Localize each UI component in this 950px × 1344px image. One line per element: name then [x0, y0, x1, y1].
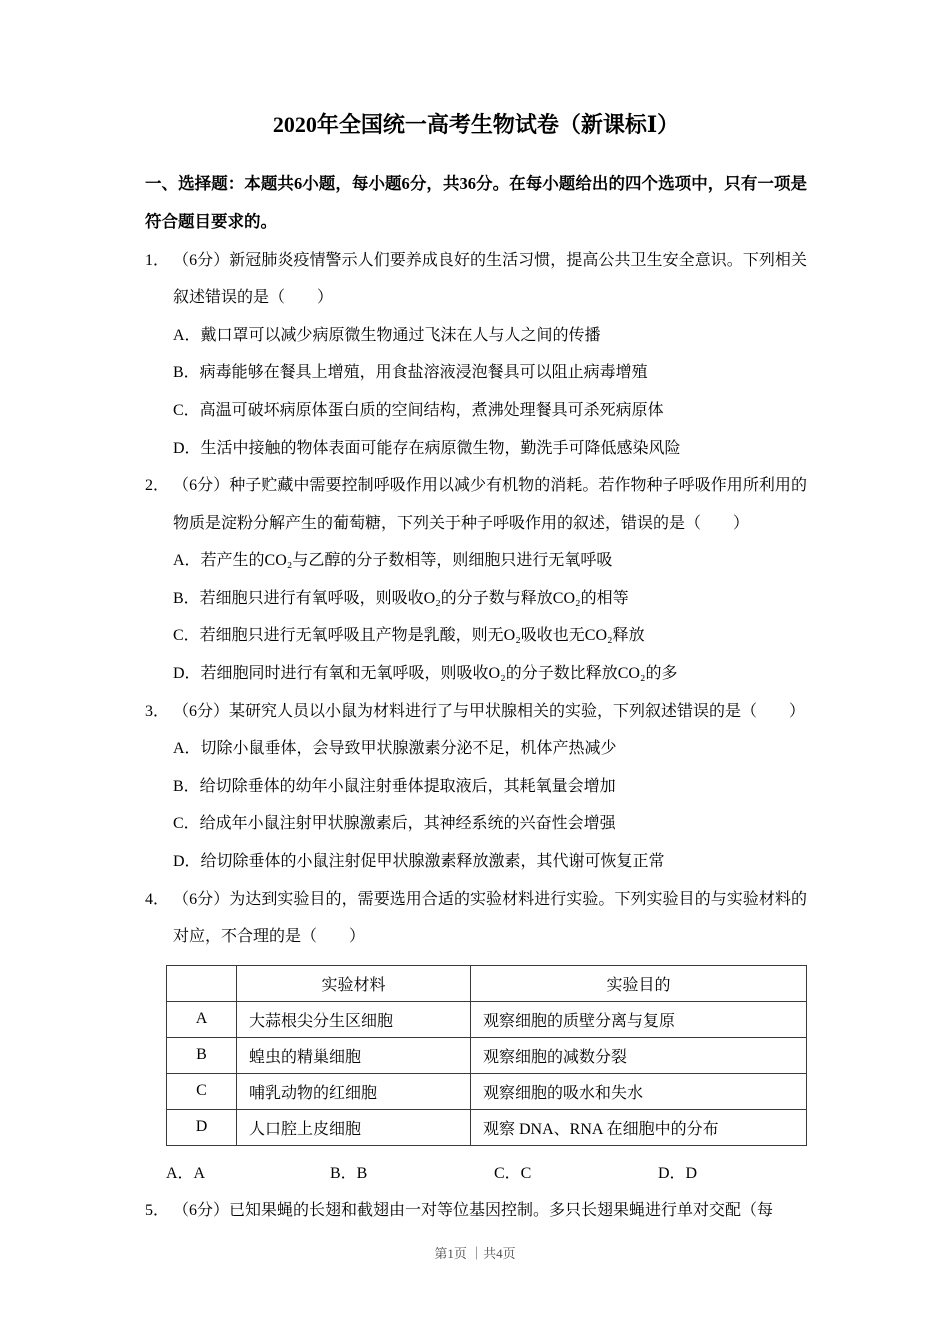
table-cell: 大蒜根尖分生区细胞: [237, 1001, 471, 1037]
question-1-stem-text: （6分）新冠肺炎疫情警示人们要养成良好的生活习惯，提高公共卫生安全意识。下列相关叙述错误的是（ ）: [173, 251, 807, 307]
table-cell: 观察细胞的质壁分离与复原: [471, 1001, 807, 1037]
question-5-stem: [145, 1192, 807, 1230]
question-1-option-d: D．生活中接触的物体表面可能存在病原微生物，勤洗手可降低感染风险: [173, 439, 681, 457]
table-row: [167, 1037, 807, 1073]
question-2-option-d: D．若细胞同时进行有氧和无氧呼吸，则吸收O₂的分子数比释放CO₂的多: [173, 665, 678, 683]
question-4: [145, 881, 807, 1193]
question-3-option-a: A．切除小鼠垂体，会导致甲状腺激素分泌不足，机体产热减少: [173, 740, 617, 758]
table-cell: 蝗虫的精巢细胞: [237, 1037, 471, 1073]
question-3-stem: [145, 693, 807, 731]
table-cell: A: [167, 1001, 237, 1037]
question-3-number: 3．: [145, 702, 170, 720]
table-cell: 观察细胞的减数分裂: [471, 1037, 807, 1073]
question-1-option-b: B．病毒能够在餐具上增殖，用食盐溶液浸泡餐具可以阻止病毒增殖: [173, 364, 648, 382]
section-heading: 一、选择题：本题共6小题，每小题6分，共36分。在每小题给出的四个选项中，只有一项是符合题目要求的。: [145, 174, 807, 232]
table-cell: C: [167, 1073, 237, 1109]
question-3-option-d: D．给切除垂体的小鼠注射促甲状腺激素释放激素，其代谢可恢复正常: [173, 853, 665, 871]
table-row: [167, 1001, 807, 1037]
question-5-number: 5．: [145, 1202, 170, 1220]
table-row: [167, 1109, 807, 1145]
question-3-stem-text: （6分）某研究人员以小鼠为材料进行了与甲状腺相关的实验，下列叙述错误的是（ ）: [173, 702, 806, 720]
question-4-answer-a: A．A: [166, 1164, 206, 1182]
question-4-table: [166, 965, 807, 1146]
table-header-row: [167, 965, 807, 1001]
question-2-stem: [145, 467, 807, 542]
table-cell: 哺乳动物的红细胞: [237, 1073, 471, 1109]
table-cell: D: [167, 1109, 237, 1145]
question-5: [145, 1192, 807, 1230]
table-cell: 观察细胞的吸水和失水: [471, 1073, 807, 1109]
question-1-option-c: C．高温可破坏病原体蛋白质的空间结构，煮沸处理餐具可杀死病原体: [173, 401, 664, 419]
question-4-answer-d: D．D: [658, 1164, 698, 1182]
question-2-option-a: A．若产生的CO₂与乙醇的分子数相等，则细胞只进行无氧呼吸: [173, 552, 613, 570]
question-5-stem-text: （6分）已知果蝇的长翅和截翅由一对等位基因控制。多只长翅果蝇进行单对交配（每: [173, 1202, 774, 1220]
table-header-cell: [167, 965, 237, 1001]
question-2: [145, 467, 807, 693]
question-3-option-b: B．给切除垂体的幼年小鼠注射垂体提取液后，其耗氧量会增加: [173, 777, 616, 795]
table-header-cell: 实验目的: [471, 965, 807, 1001]
question-1-option-a: A．戴口罩可以减少病原微生物通过飞沫在人与人之间的传播: [173, 326, 601, 344]
question-2-option-b: B．若细胞只进行有氧呼吸，则吸收O₂的分子数与释放CO₂的相等: [173, 589, 629, 607]
question-1-number: 1．: [145, 251, 170, 269]
table-row: [167, 1073, 807, 1109]
question-1-stem: [145, 242, 807, 317]
table-cell: 人口腔上皮细胞: [237, 1109, 471, 1145]
table-cell: 观察 DNA、RNA 在细胞中的分布: [471, 1109, 807, 1145]
table-header-cell: 实验材料: [237, 965, 471, 1001]
question-1: [145, 242, 807, 468]
question-2-option-c: C．若细胞只进行无氧呼吸且产物是乳酸，则无O₂吸收也无CO₂释放: [173, 627, 645, 645]
question-4-answer-c: C．C: [494, 1164, 532, 1182]
page-title: 2020年全国统一高考生物试卷（新课标Ⅰ）: [272, 112, 680, 137]
question-4-stem: [145, 881, 807, 956]
question-4-answer-row: [166, 1155, 807, 1193]
question-4-number: 4．: [145, 890, 170, 908]
question-2-stem-text: （6分）种子贮藏中需要控制呼吸作用以减少有机物的消耗。若作物种子呼吸作用所利用的物质是淀粉分解产生的葡萄糖，下列关于种子呼吸作用的叙述，错误的是（ ）: [173, 477, 807, 532]
question-2-number: 2．: [145, 477, 170, 495]
page-footer: 第1页 ｜共4页: [434, 1246, 516, 1261]
question-4-stem-text: （6分）为达到实验目的，需要选用合适的实验材料进行实验。下列实验目的与实验材料的对应，不合理的是（ ）: [173, 890, 807, 946]
question-4-answer-b: B．B: [330, 1164, 368, 1182]
document-content: [145, 108, 807, 1230]
question-3-option-c: C．给成年小鼠注射甲状腺激素后，其神经系统的兴奋性会增强: [173, 815, 616, 833]
question-3: [145, 693, 807, 881]
table-cell: B: [167, 1037, 237, 1073]
